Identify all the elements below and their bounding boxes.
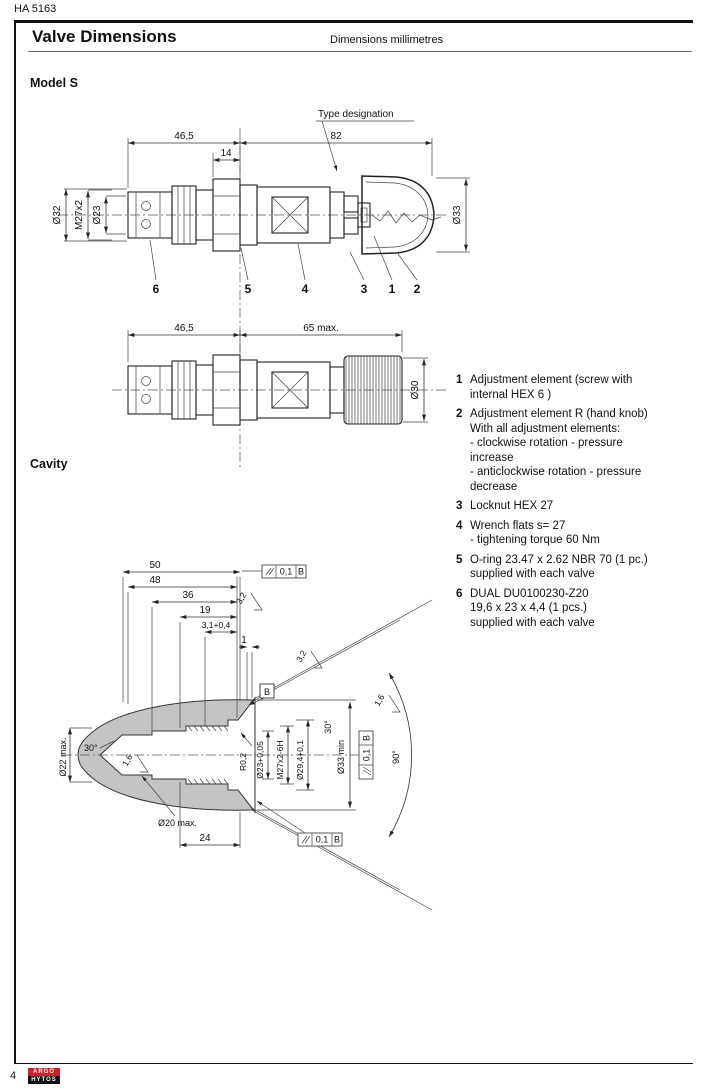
flag-datum-letter: B	[361, 734, 372, 742]
dim-dia33min: Ø33 min	[336, 739, 346, 775]
dim-30deg-right: 30°	[323, 720, 333, 734]
legend-line: decrease	[470, 480, 518, 493]
roughness-value: 1,6	[119, 752, 135, 768]
legend-line: Adjustment element R (hand knob)	[470, 408, 648, 420]
dim-82: 82	[330, 131, 342, 142]
legend-item-1	[456, 373, 702, 402]
type-designation-text: Type designation	[318, 109, 394, 120]
dim-24: 24	[199, 833, 211, 844]
legend-item-6	[456, 587, 702, 631]
tolerance-flag-top	[242, 565, 306, 578]
legend-item-4	[456, 519, 702, 548]
callout-6: 6	[152, 282, 160, 296]
legend-item-5	[456, 553, 702, 582]
dim-dia30: Ø30	[410, 380, 421, 400]
cone-angle-dimension	[389, 673, 412, 837]
roughness-mark-32-a	[234, 588, 267, 615]
flag-datum-letter: B	[333, 834, 341, 845]
section-heading-model-s: Model S	[30, 76, 78, 90]
legend-line: Wrench flats s= 27	[470, 519, 566, 532]
dim-1: 1	[241, 635, 247, 646]
flag-tolerance-value: 0,1	[361, 748, 372, 762]
legend-num: 4	[456, 519, 463, 532]
callout-1: 1	[388, 282, 396, 296]
roughness-value: 3,2	[233, 590, 249, 606]
section-heading-cavity: Cavity	[30, 457, 68, 471]
tolerance-flag-bottom	[257, 801, 342, 846]
top-dimensions	[128, 131, 432, 188]
dim-30deg-left: 30°	[84, 743, 98, 753]
legend-line: DUAL DU0100230-Z20	[470, 587, 589, 600]
legend-line: increase	[470, 451, 514, 464]
dim-r02: R0,2	[238, 753, 248, 771]
legend-line: 19,6 x 23 x 4,4 (1 pcs.)	[470, 602, 587, 614]
dim-48: 48	[149, 575, 161, 586]
legend-line: internal HEX 6 )	[470, 388, 552, 401]
dim-dia294: Ø29,4+0,1	[295, 740, 305, 780]
callout-2: 2	[413, 282, 421, 296]
roughness-value: 3,2	[293, 648, 309, 664]
page-subtitle: Dimensions millimetres	[330, 34, 444, 46]
frame-bottom-rule	[14, 1063, 693, 1064]
dim-46-5: 46,5	[174, 131, 194, 142]
legend-line: Adjustment element (screw with	[470, 374, 633, 386]
doc-number: HA 5163	[14, 3, 57, 15]
dim-65max: 65 max.	[303, 323, 339, 334]
dim-dia22max: Ø22 max.	[58, 737, 68, 777]
logo-hytos: HYTOS	[28, 1076, 60, 1084]
dim-46-5-v2: 46,5	[174, 323, 194, 334]
argo-hytos-logo	[28, 1068, 60, 1084]
roughness-mark-32-b	[294, 646, 327, 673]
legend-item-2	[456, 407, 702, 494]
legend-line: - clockwise rotation - pressure	[470, 437, 623, 449]
dim-19: 19	[199, 605, 211, 616]
flag-tolerance-value: 0,1	[279, 566, 293, 577]
callouts	[150, 236, 421, 296]
cavity-bore-dimensions	[238, 700, 356, 810]
dim-m27x2: M27x2	[74, 199, 85, 231]
legend-num: 3	[456, 500, 463, 512]
legend-line: Locknut HEX 27	[470, 500, 554, 512]
legend-line: O-ring 23.47 x 2.62 NBR 70 (1 pc.)	[470, 553, 648, 566]
legend-line: - anticlockwise rotation - pressure	[470, 466, 642, 478]
dim-dia32: Ø32	[52, 205, 63, 225]
tolerance-flag-rotated	[359, 731, 373, 779]
logo-argo: ARGO	[28, 1068, 60, 1076]
dim-14: 14	[220, 148, 232, 159]
roughness-value: 1,6	[371, 692, 387, 708]
callout-4: 4	[301, 282, 309, 296]
callout-3: 3	[360, 282, 368, 296]
callout-5: 5	[244, 282, 252, 296]
dim-3-1: 3,1+0,4	[201, 620, 231, 630]
legend-num: 1	[456, 374, 463, 386]
legend-line: supplied with each valve	[470, 616, 595, 629]
wire-squiggle	[372, 211, 441, 223]
dim-90deg: 90°	[391, 750, 401, 764]
legend-line: - tightening torque 60 Nm	[470, 534, 600, 546]
dim-dia23-tol: Ø23+0,05	[255, 741, 265, 779]
legend-num: 6	[456, 587, 463, 600]
datum-letter: B	[263, 687, 271, 697]
dim-50: 50	[149, 560, 161, 571]
dim-thread: M27x2-6H	[275, 740, 285, 780]
legend-num: 5	[456, 553, 463, 566]
dim-dia20max: Ø20 max.	[158, 818, 198, 828]
legend	[456, 373, 702, 635]
page-number: 4	[10, 1070, 17, 1082]
flag-tolerance-value: 0,1	[315, 834, 329, 845]
knurled-hand-knob	[344, 356, 402, 424]
legend-line: supplied with each valve	[470, 568, 595, 580]
dim-36: 36	[182, 590, 194, 601]
legend-line: With all adjustment elements:	[470, 422, 621, 435]
page-title: Valve Dimensions	[32, 27, 177, 46]
dim-dia33: Ø33	[452, 205, 463, 225]
legend-item-3	[456, 499, 702, 514]
flag-datum-letter: B	[297, 566, 305, 577]
dim-dia23: Ø23	[92, 205, 103, 225]
legend-num: 2	[456, 408, 463, 420]
